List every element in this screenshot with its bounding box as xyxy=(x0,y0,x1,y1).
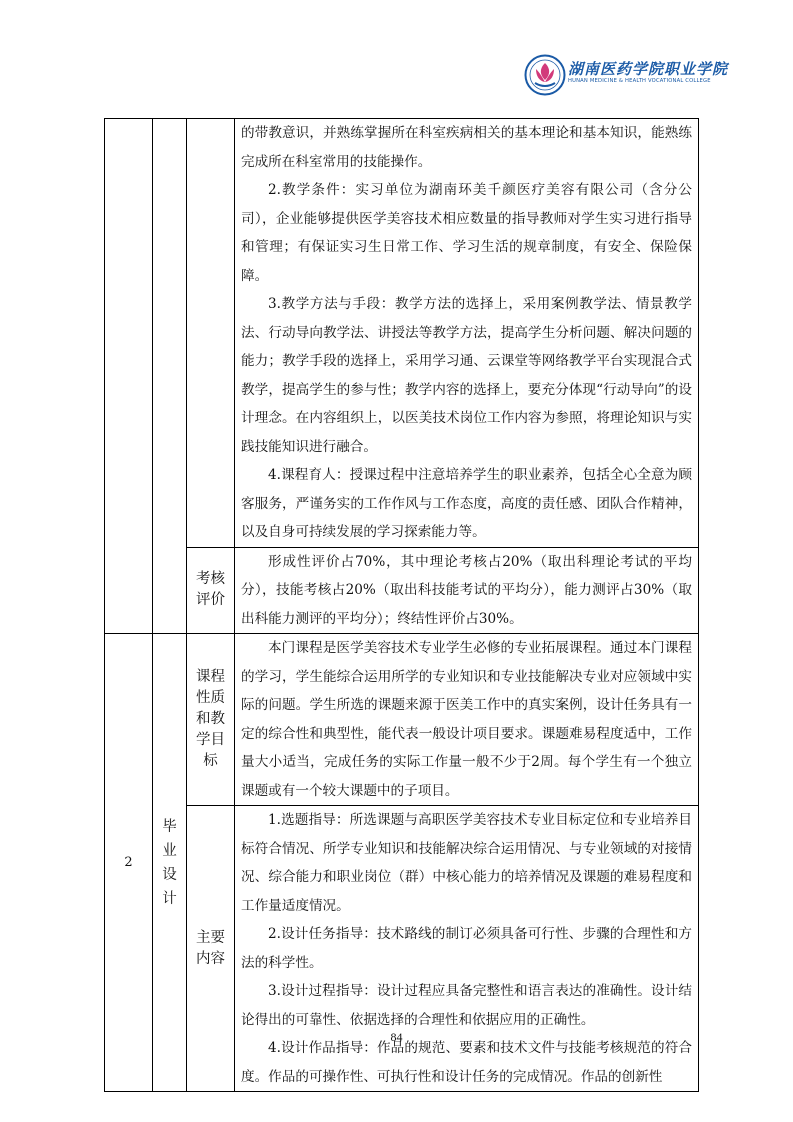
school-name-en: HUNAN MEDICINE & HEALTH VOCATIONAL COLLEGE xyxy=(568,78,711,84)
index-cell xyxy=(105,634,153,1092)
nature-label: 课程性质和教学目标 xyxy=(196,669,225,769)
course-name-cell-empty xyxy=(153,119,187,634)
assessment-text-cell xyxy=(235,547,699,634)
assessment-label: 考核评价 xyxy=(196,571,225,609)
label-cell-empty xyxy=(187,119,235,548)
row-index: 2 xyxy=(124,855,133,870)
assessment-label-cell xyxy=(187,547,235,634)
college-emblem-icon xyxy=(524,54,566,96)
content-paragraph: 3.设计过程指导：设计过程应具备完整性和语言表达的准确性。设计结论得出的可靠性、依据选择的合理性和依据应用的正确性。 xyxy=(241,983,692,1028)
page-number: 84 xyxy=(390,1030,403,1044)
content-label-cell xyxy=(187,806,235,1092)
assessment-text: 形成性评价占70%，其中理论考核占20%（取出科理论考试的平均分），技能考核占20%（取出科技能考试的平均分），能力测评占30%（取出科能力测评的平均分）；终结性评价占30%。 xyxy=(241,553,692,627)
content-cell xyxy=(235,119,699,548)
content-paragraph: 4.设计作品指导：作品的规范、要素和技术文件与技能考核规范的符合度。作品的可操作性、可执行性和设计任务的完成情况。作品的创新性 xyxy=(241,1040,692,1085)
course-table xyxy=(104,118,699,1092)
content-paragraph: 2.教学条件：实习单位为湖南环美千颜医疗美容有限公司（含分公司），企业能够提供医学美容技术相应数量的指导教师对学生实习进行指导和管理；有保证实习生日常工作、学习生活的规章制度，有安全、保险保障。 xyxy=(241,182,692,284)
page-header xyxy=(0,0,793,100)
index-cell-empty xyxy=(105,119,153,634)
school-name-cn: 湖南医药学院职业学院 xyxy=(568,60,729,78)
table-row xyxy=(105,634,699,806)
table-row xyxy=(105,547,699,634)
nature-label-cell xyxy=(187,634,235,806)
table-row xyxy=(105,806,699,1092)
content-paragraph: 1.选题指导：所选课题与高职医学美容技术专业目标定位和专业培养目标符合情况、所学专业知识和技能解决综合运用情况、与专业领域的对接情况、综合能力和职业岗位（群）中核心能力的培养情况及课题的难易程度和工作量适度情况。 xyxy=(241,812,692,914)
content-paragraph: 4.课程育人：授课过程中注意培养学生的职业素养，包括全心全意为顾客服务，严谨务实的工作作风与工作态度，高度的责任感、团队合作精神，以及自身可持续发展的学习探索能力等。 xyxy=(241,467,692,540)
content-text-cell xyxy=(235,806,699,1092)
content-paragraph: 的带教意识，并熟练掌握所在科室疾病相关的基本理论和基本知识，能熟练完成所在科室常用的技能操作。 xyxy=(241,125,692,170)
course-name: 毕业设计 xyxy=(162,818,177,907)
content-label: 主要内容 xyxy=(196,929,225,967)
content-paragraph: 2.设计任务指导：技术路线的制订必须具备可行性、步骤的合理性和方法的科学性。 xyxy=(241,926,692,971)
nature-text-cell xyxy=(235,634,699,806)
course-name-cell xyxy=(153,634,187,1092)
table-row xyxy=(105,119,699,548)
content-paragraph: 3.教学方法与手段：教学方法的选择上，采用案例教学法、情景教学法、行动导向教学法、讲授法等教学方法，提高学生分析问题、解决问题的能力；教学手段的选择上，采用学习通、云课堂等网络教学平台实现混合式教学，提高学生的参与性；教学内容的选择上，要充分体现“行动导向”的设计理念。在内容组织上，以医美技术岗位工作内容为参照，将理论知识与实践技能知识进行融合。 xyxy=(241,296,692,455)
nature-text: 本门课程是医学美容技术专业学生必修的专业拓展课程。通过本门课程的学习，学生能综合运用所学的专业知识和专业技能解决专业对应领域中实际的问题。学生所选的课题来源于医美工作中的真实案例，设计任务具有一定的综合性和典型性，能代表一般设计项目要求。课题难易程度适中，工作量大小适当，完成任务的实际工作量一般不少于2周。每个学生有一个独立课题或有一个较大课题中的子项目。 xyxy=(241,640,692,799)
